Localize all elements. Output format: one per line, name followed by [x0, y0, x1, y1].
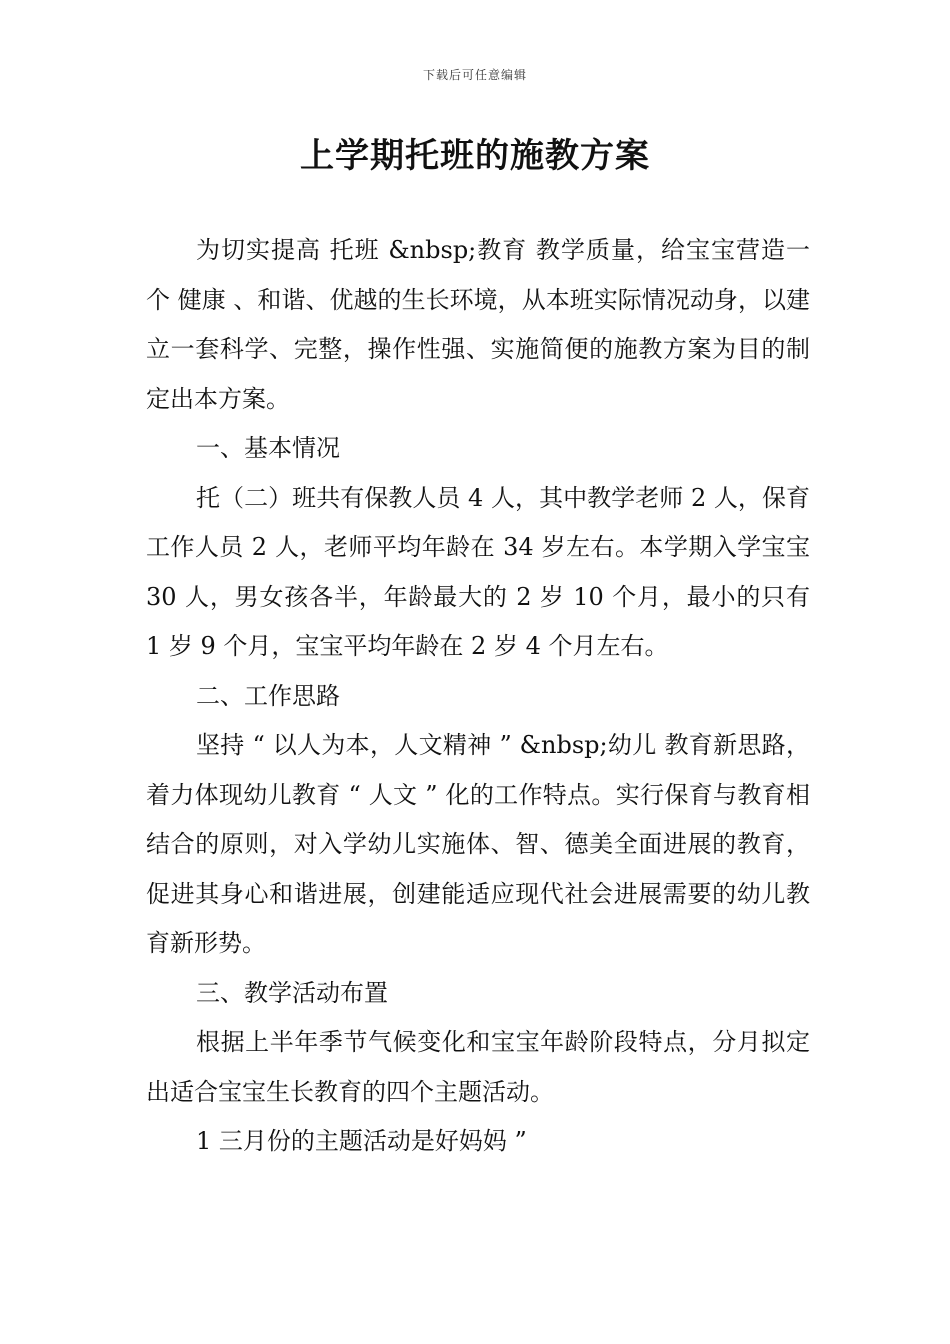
intro-paragraph: 为切实提高 托班 &nbsp;教育 教学质量，给宝宝营造一个 健康 、和谐、优越的生长环境，从本班实际情况动身，以建立一套科学、完整，操作性强、实施简便的施教方案为目的制定出本方案。	[146, 236, 810, 413]
document-title: 上学期托班的施教方案	[300, 136, 650, 176]
work-approach-paragraph: 坚持 “ 以人为本，人文精神 ” &nbsp;幼儿 教育新思路，着力体现幼儿教育 “ 人文 ” 化的工作特点。实行保育与教育相结合的原则，对入学幼儿实施体、智、德美全面进展的教育，促进其身心和谐进展，创建能适应现代社会进展需要的幼儿教育新形势。	[146, 731, 810, 957]
march-theme-item: 1 三月份的主题活动是好妈妈 ”	[196, 1127, 527, 1155]
teaching-activities-paragraph: 根据上半年季节气候变化和宝宝年龄阶段特点，分月拟定出适合宝宝生长教育的四个主题活动。	[146, 1028, 810, 1106]
section-heading-work-approach: 二、工作思路	[196, 681, 340, 710]
header-note: 下载后可任意编辑	[422, 68, 527, 82]
basic-info-paragraph: 托（二）班共有保教人员 4 人，其中教学老师 2 人，保育工作人员 2 人，老师平均年龄在 34 岁左右。本学期入学宝宝 30 人，男女孩各半，年龄最大的 2 岁 10 个月，最小的只有 1 岁 9 个月，宝宝平均年龄在 2 岁 4 个月左右。	[146, 483, 810, 660]
document-body	[146, 226, 810, 1167]
section-heading-teaching-activities: 三、教学活动布置	[196, 978, 388, 1007]
section-heading-basic-info: 一、基本情况	[196, 434, 340, 462]
